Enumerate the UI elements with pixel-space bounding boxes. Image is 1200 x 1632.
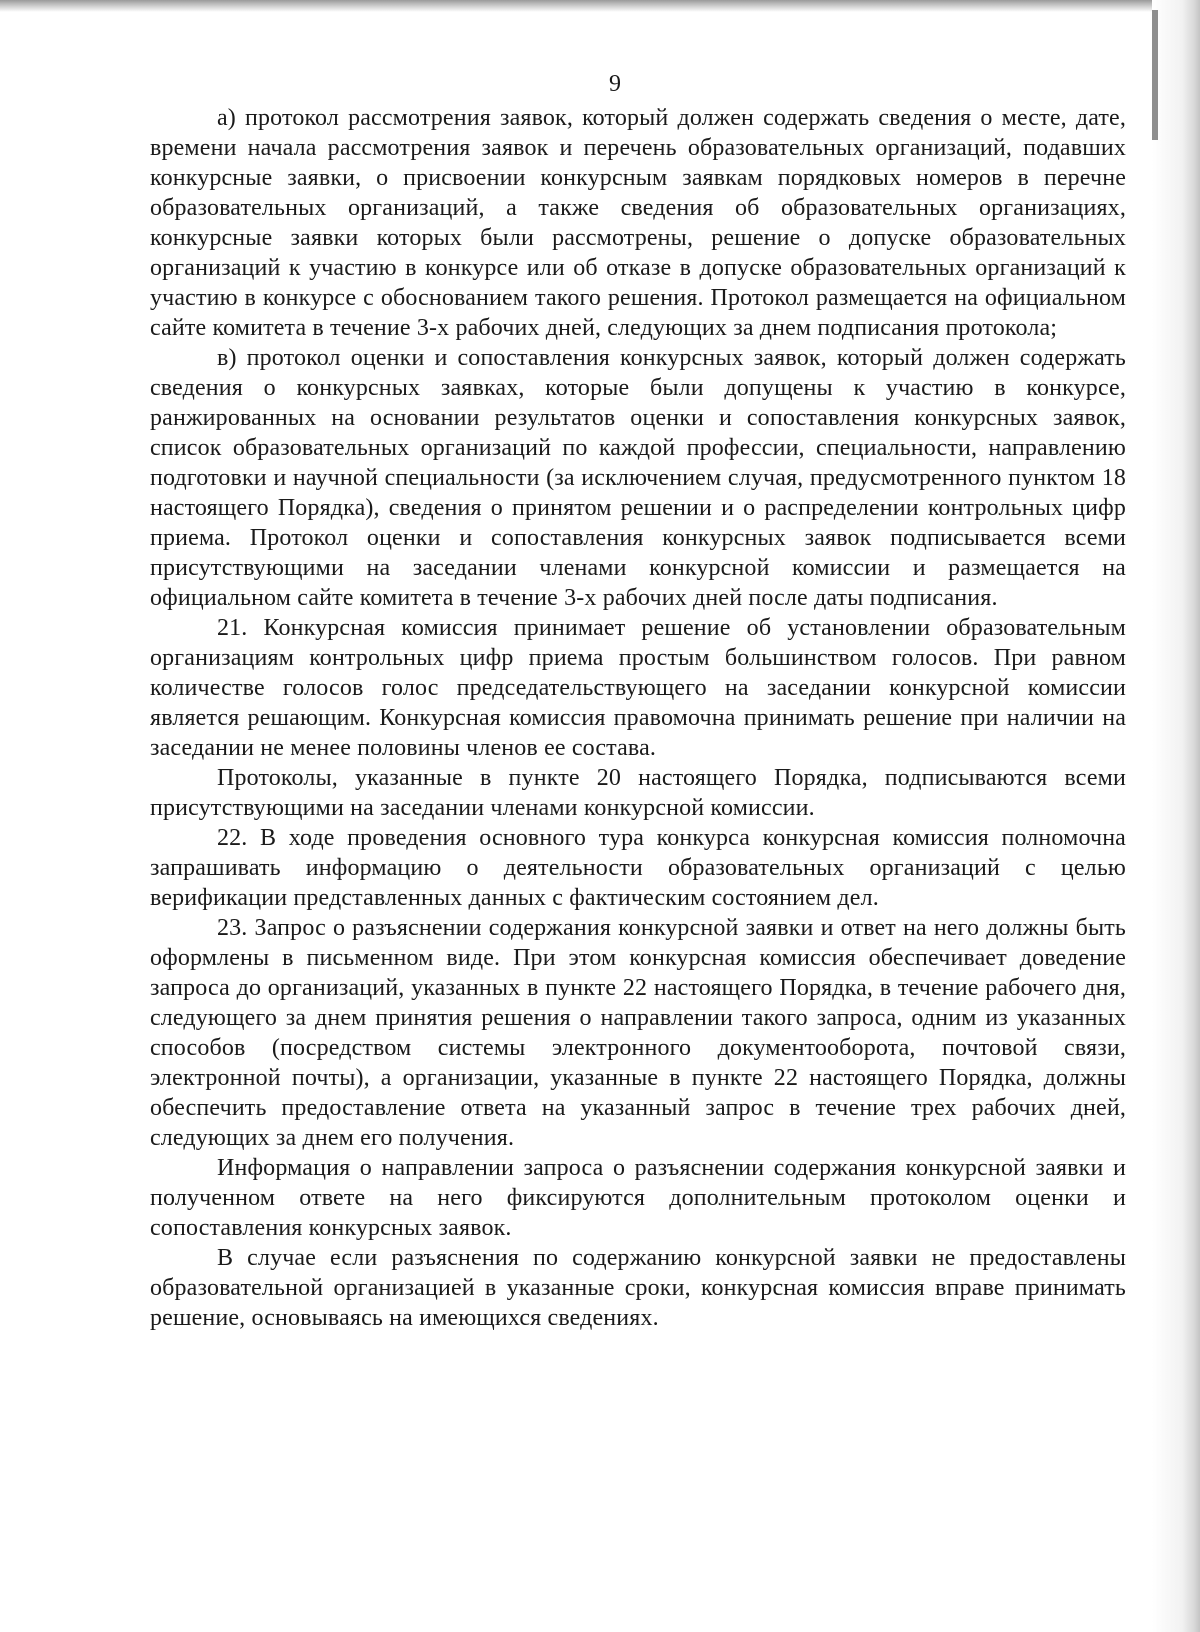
paragraph-v-protocol-evaluation: в) протокол оценки и сопоставления конкурсных заявок, который должен содержать сведения о конкурсных заявках, которые были допущены к участию в конкурсе, ранжированных на основании результатов оценки и сопоставления конкурсных заявок, список образовательных организаций по каждой профессии, специальности, направлению подготовки и научной специальности (за исключением случая, предусмотренного пунктом 18 настоящего Порядка), сведения о принятом решении и о распределении контрольных цифр приема. Протокол оценки и сопоставления конкурсных заявок подписывается всеми присутствующими на заседании членами конкурсной комиссии и размещается на официальном сайте комитета в течение 3-х рабочих дней после даты подписания.: [150, 345, 1126, 611]
scan-edge-top: [0, 0, 1200, 12]
paragraph-a-protocol-review: а) протокол рассмотрения заявок, который должен содержать сведения о месте, дате, времени начала рассмотрения заявок и перечень образовательных организаций, подавших конкурсные заявки, о присвоении конкурсным заявкам порядковых номеров в перечне образовательных организаций, а также сведения об образовательных организациях, конкурсные заявки которых были рассмотрены, решение о допуске образовательных организаций к участию в конкурсе или об отказе в допуске образовательных организаций к участию в конкурсе с обоснованием такого решения. Протокол размещается на официальном сайте комитета в течение 3-х рабочих дней, следующих за днем подписания протокола;: [150, 105, 1126, 341]
paragraph-no-clarification-case: В случае если разъяснения по содержанию конкурсной заявки не предоставлены образовательной организацией в указанные сроки, конкурсная комиссия вправе принимать решение, основываясь на имеющихся сведениях.: [150, 1245, 1126, 1331]
paragraph-22-information-request: 22. В ходе проведения основного тура конкурса конкурсная комиссия полномочна запрашивать информацию о деятельности образовательных организаций с целью верификации представленных данных с фактическим состоянием дел.: [150, 825, 1126, 911]
page-number: 9: [609, 71, 621, 97]
scan-edge-right: [1152, 0, 1200, 1632]
document-body: [150, 103, 1126, 1333]
paragraph-clarification-record: Информация о направлении запроса о разъяснении содержания конкурсной заявки и полученном ответе на него фиксируются дополнительным протоколом оценки и сопоставления конкурсных заявок.: [150, 1155, 1126, 1241]
paragraph-21-commission-decision: 21. Конкурсная комиссия принимает решение об установлении образовательным организациям контрольных цифр приема простым большинством голосов. При равном количестве голосов голос председательствующего на заседании конкурсной комиссии является решающим. Конкурсная комиссия правомочна принимать решение при наличии на заседании не менее половины членов ее состава.: [150, 615, 1126, 761]
paragraph-protocols-signing: Протоколы, указанные в пункте 20 настоящего Порядка, подписываются всеми присутствующими на заседании членами конкурсной комиссии.: [150, 765, 1126, 821]
paragraph-23-clarification-request: 23. Запрос о разъяснении содержания конкурсной заявки и ответ на него должны быть оформлены в письменном виде. При этом конкурсная комиссия обеспечивает доведение запроса до организаций, указанных в пункте 22 настоящего Порядка, в течение рабочего дня, следующего за днем принятия решения о направлении такого запроса, одним из указанных способов (посредством системы электронного документооборота, почтовой связи, электронной почты), а организации, указанные в пункте 22 настоящего Порядка, должны обеспечить предоставление ответа на указанный запрос в течение трех рабочих дней, следующих за днем его получения.: [150, 915, 1126, 1151]
